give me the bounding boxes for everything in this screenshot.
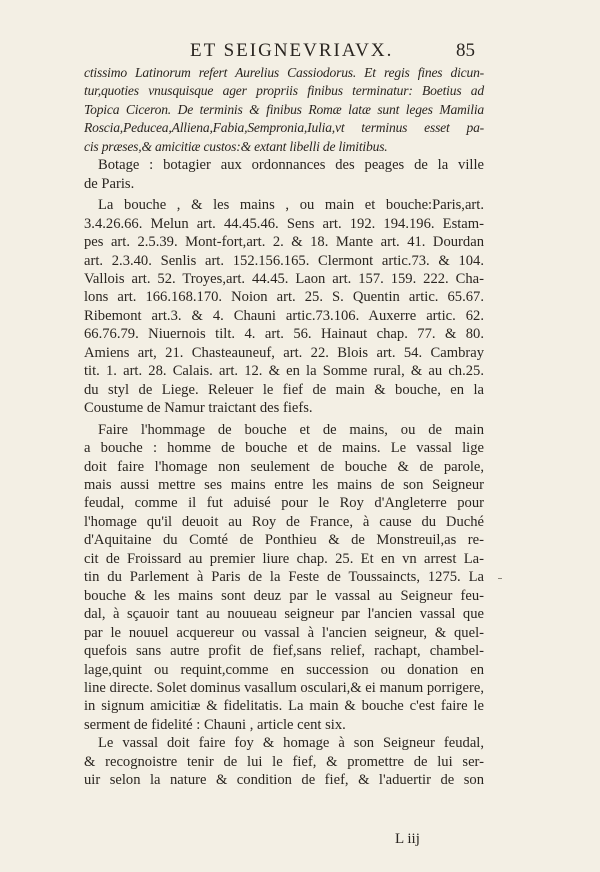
text-line: cis præses,& amicitiæ custos:& extant libelli de limitibus. xyxy=(84,138,388,154)
text-line: lage,quint ou requint,comme en succession ou donation en xyxy=(84,661,484,678)
text-line: dal, à sçauoir tant au nouueau seigneur par l'ancien vassal que xyxy=(84,606,484,623)
text-line: Le vassal doit faire foy & homage à son Seigneur feudal, xyxy=(98,735,484,752)
text-line: du styl de Liege. Releuer le fief de main & bouche, en la xyxy=(84,381,484,398)
signature-mark: L iij xyxy=(395,831,420,847)
text-line: Topica Ciceron. De terminis & finibus Romæ latæ sunt leges Mamilia xyxy=(84,101,484,117)
page-number: 85 xyxy=(456,40,475,61)
text-line: 3.4.26.66. Melun art. 44.45.46. Sens art. 192. 194.196. Estam- xyxy=(84,215,484,232)
text-line: quefois sans autre profit de fief,sans relief, rachapt, chambel- xyxy=(84,643,484,660)
text-line: d'Aquitaine du Comté de Ponthieu & de Monstreuil,as re- xyxy=(84,532,484,549)
text-line: feudal, comme il fut aduisé pour le Roy d'Angleterre pour xyxy=(84,495,484,512)
text-line: La bouche , & les mains , ou main et bouche:Paris,art. xyxy=(98,197,484,214)
text-line: de Paris. xyxy=(84,175,135,192)
text-line: uir selon la nature & condition de fief, & l'aduertir de son xyxy=(84,772,484,789)
text-line: tur,quoties vnusquisque ager propriis finibus terminatur: Boetius ad xyxy=(84,83,484,99)
text-line: tit. 1. art. 28. Calais. art. 12. & en la Somme rural, & au ch.25. xyxy=(84,363,484,380)
text-line: pes art. 2.5.39. Mont-fort,art. 2. & 18. Mante art. 41. Dourdan xyxy=(84,234,484,251)
text-line: tin du Parlement à Paris de la Feste de Toussaincts, 1275. La xyxy=(84,569,484,586)
text-line: 66.76.79. Niuernois tilt. 4. art. 56. Hainaut chap. 77. & 80. xyxy=(84,326,484,343)
body-text xyxy=(84,64,484,790)
text-line: in signum amicitiæ & fidelitatis. La main & bouche c'est faire le xyxy=(84,698,484,715)
margin-mark xyxy=(498,578,502,579)
running-title: ET SEIGNEVRIAVX. xyxy=(190,40,394,61)
text-line: lons art. 166.168.170. Noion art. 25. S. Quentin artic. 65.67. xyxy=(84,289,484,306)
text-line: Ribemont art.3. & 4. Chauni artic.73.106. Auxerre artic. 62. xyxy=(84,307,484,324)
text-line: cit de Froissard au premier liure chap. 25. Et en vn arrest La- xyxy=(84,550,484,567)
text-line: a bouche : homme de bouche et de mains. Le vassal lige xyxy=(84,440,484,457)
text-line: Botage : botagier aux ordonnances des peages de la ville xyxy=(98,157,484,174)
text-line: Vallois art. 52. Troyes,art. 44.45. Laon art. 157. 159. 222. Cha- xyxy=(84,270,484,287)
text-line: doit faire l'homage non seulement de bouche & de parole, xyxy=(84,458,484,475)
text-line: & recognoistre tenir de lui le fief, & promettre de lui ser- xyxy=(84,753,484,770)
text-line: Roscia,Peducea,Alliena,Fabia,Sempronia,Iulia,vt terminus esset pa- xyxy=(84,120,484,136)
text-line: mais aussi mettre ses mains entre les mains de son Seigneur xyxy=(84,476,484,493)
text-line: par le nouuel acquereur ou vassal à l'ancien seigneur, & quel- xyxy=(84,624,484,641)
text-line: Amiens art, 21. Chasteauneuf, art. 22. Blois art. 54. Cambray xyxy=(84,344,484,361)
text-line: art. 2.3.40. Senlis art. 152.156.165. Clermont artic.73. & 104. xyxy=(84,252,484,269)
text-line: line directe. Solet dominus vasallum osculari,& ei manum porrigere, xyxy=(84,679,485,696)
text-line: Coustume de Namur traictant des fiefs. xyxy=(84,400,313,417)
text-line: l'homage qu'il deuoit au Roy de France, à cause du Duché xyxy=(84,513,484,530)
text-line: Faire l'hommage de bouche et de mains, ou de main xyxy=(98,421,484,438)
text-line: bouche & les mains sont deuz par le vassal au Seigneur feu- xyxy=(84,587,484,604)
text-line: ctissimo Latinorum refert Aurelius Cassiodorus. Et regis fines dicun- xyxy=(84,65,484,80)
text-line: serment de fidelité : Chauni , article cent six. xyxy=(84,716,346,733)
page-header xyxy=(0,40,600,66)
